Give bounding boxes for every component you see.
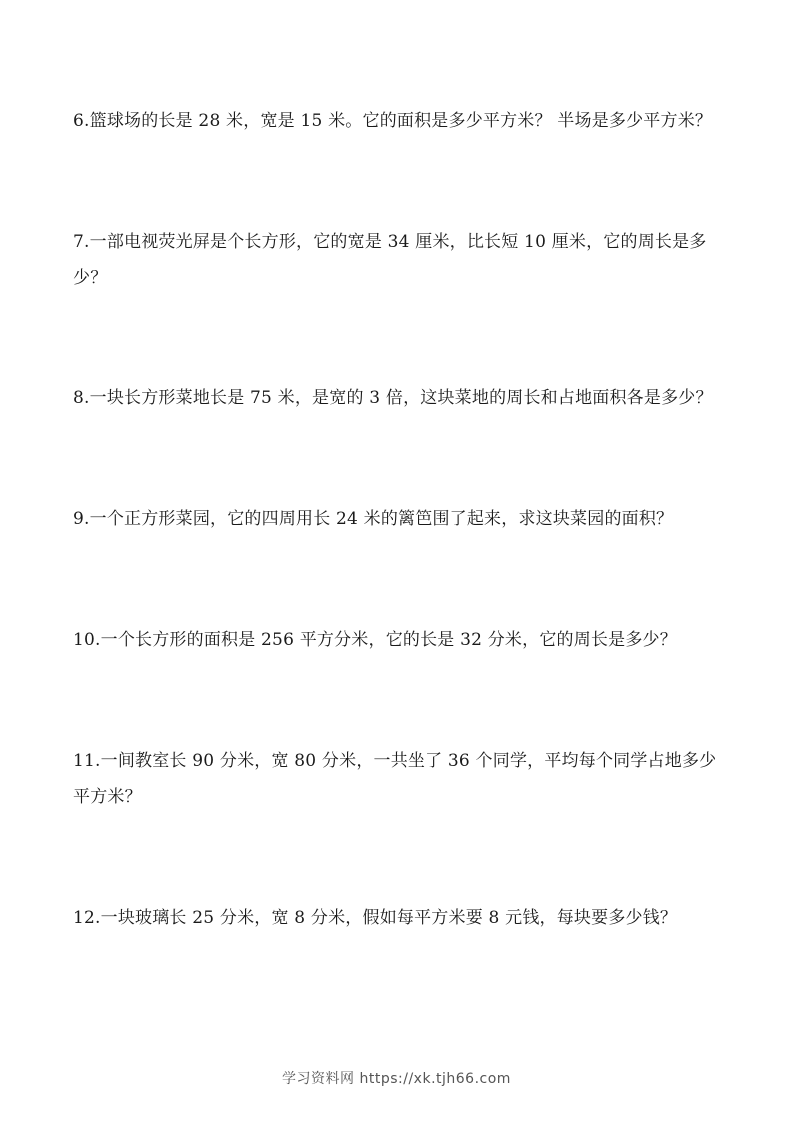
problem-8: 8.一块长方形菜地长是 75 米，是宽的 3 倍，这块菜地的周长和占地面积各是多少？ — [73, 388, 713, 408]
problem-7: 7.一部电视荧光屏是个长方形，它的宽是 34 厘米，比长短 10 厘米，它的周长是多少？ — [73, 232, 707, 288]
footer-watermark: 学习资料网 https://xk.tjh66.com — [282, 1071, 511, 1087]
problem-6: 6.篮球场的长是 28 米，宽是 15 米。它的面积是多少平方米？ 半场是多少平方米？ — [73, 111, 713, 131]
problem-12: 12.一块玻璃长 25 分米，宽 8 分米，假如每平方米要 8 元钱，每块要多少钱？ — [73, 908, 678, 928]
problem-10: 10.一个长方形的面积是 256 平方分米，它的长是 32 分米，它的周长是多少？ — [73, 630, 677, 650]
problem-9: 9.一个正方形菜园，它的四周用长 24 米的篱笆围了起来，求这块菜园的面积？ — [73, 509, 674, 529]
problem-11: 11.一间教室长 90 分米，宽 80 分米，一共坐了 36 个同学，平均每个同学占地多少平方米？ — [73, 751, 717, 807]
